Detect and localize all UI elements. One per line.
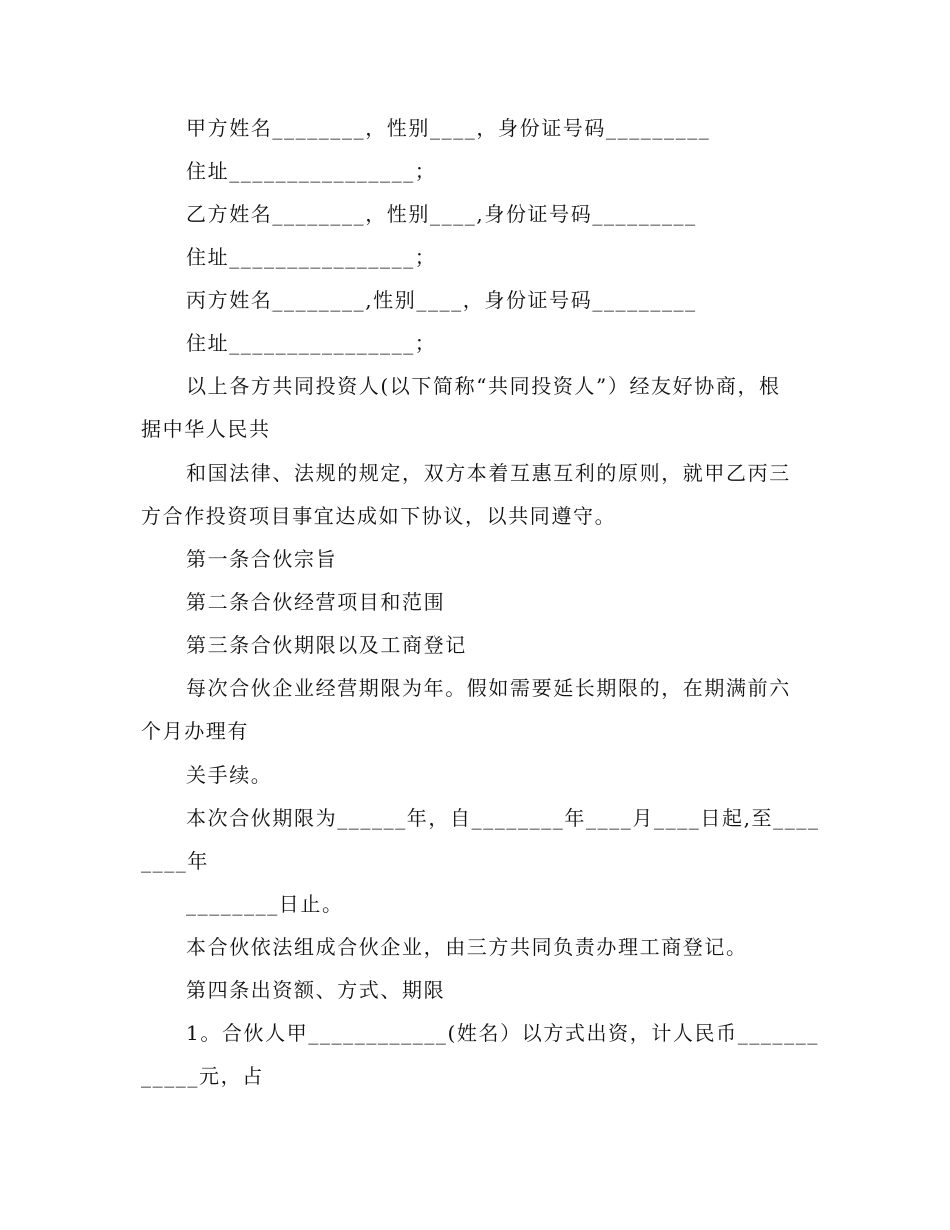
term-paragraph-line-2: 个月办理有 (141, 719, 249, 743)
term-paragraph-line-1: 每次合伙企业经营期限为年。假如需要延长期限的，在期满前六 (186, 676, 791, 700)
preamble-line-3: 和国法律、法规的规定，双方本着互惠互利的原则，就甲乙丙三 (186, 461, 791, 485)
registration-paragraph: 本合伙依法组成合伙企业，由三方共同负责办理工商登记。 (186, 935, 748, 959)
party-c-address-line: 住址________________； (186, 331, 437, 355)
preamble-line-1: 以上各方共同投资人(以下简称“共同投资人”）经友好协商，根 (186, 374, 781, 398)
party-b-name-line: 乙方姓名________，性别____,身份证号码_________ (186, 202, 697, 226)
preamble-line-4: 方合作投资项目事宜达成如下协议，以共同遵守。 (141, 504, 617, 528)
term-paragraph-line-3: 关手续。 (186, 763, 273, 787)
party-a-address-line: 住址________________； (186, 159, 437, 183)
article-3-heading: 第三条合伙期限以及工商登记 (186, 633, 467, 657)
article-1-heading: 第一条合伙宗旨 (186, 547, 338, 571)
party-c-name-line: 丙方姓名________,性别____，身份证号码_________ (186, 288, 697, 312)
party-a-name-line: 甲方姓名________，性别____，身份证号码_________ (186, 116, 711, 140)
article-2-heading: 第二条合伙经营项目和范围 (186, 590, 446, 614)
term-dates-line-2: ____年 (141, 849, 209, 873)
preamble-line-2: 据中华人民共 (141, 417, 271, 441)
term-dates-line-3: ________日止。 (186, 892, 344, 916)
party-b-address-line: 住址________________； (186, 245, 437, 269)
contribution-line-1: 1。合伙人甲____________(姓名）以方式出资，计人民币_______ (186, 1021, 819, 1045)
contribution-line-2: _____元，占 (141, 1064, 264, 1088)
article-4-heading: 第四条出资额、方式、期限 (186, 978, 446, 1002)
term-dates-line-1: 本次合伙期限为______年，自________年____月____日起,至____ (186, 806, 820, 830)
